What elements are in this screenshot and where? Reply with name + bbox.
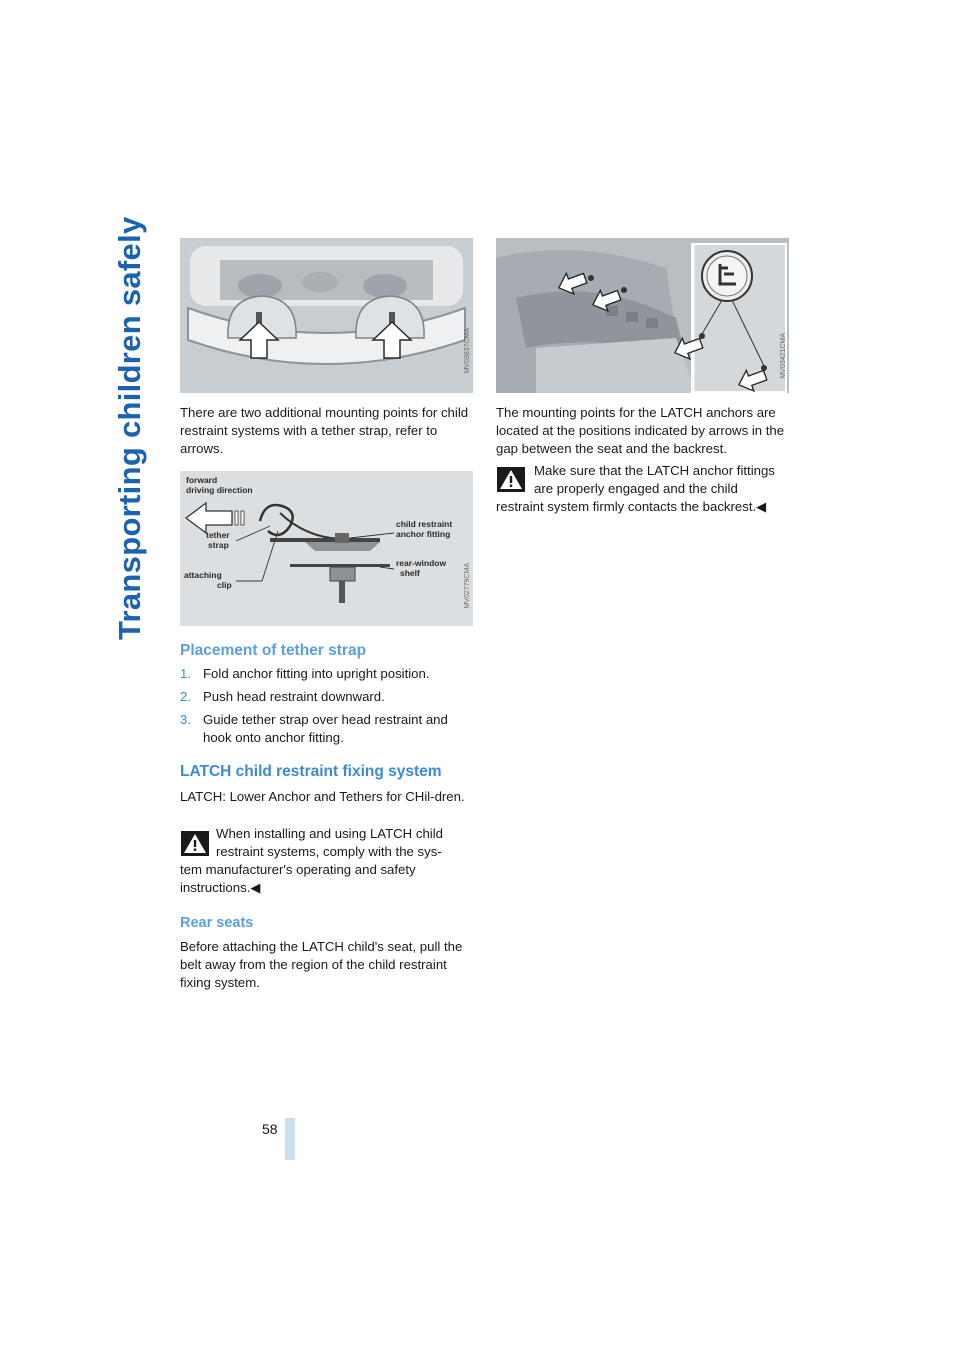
- latch-engage-warning: Make sure that the LATCH anchor fittings are properly engaged and the child restraint system firmly contacts the backrest.◀: [496, 463, 775, 514]
- rear-shelf-illustration: [180, 238, 473, 393]
- sidebar-chapter-title: Transporting children safely: [112, 216, 147, 640]
- latch-definition: LATCH: Lower Anchor and Tethers for CHil-dren.: [180, 789, 465, 804]
- list-item: 3. Guide tether strap over head restraint and hook onto anchor fitting.: [180, 712, 448, 745]
- rear-seats-text: Before attaching the LATCH child's seat, pull the belt away from the region of the child restraint fixing system.: [180, 939, 463, 990]
- figure-code: MV02779CMA: [464, 563, 471, 609]
- label-rear-window: rear-window: [396, 558, 447, 568]
- figure-rear-shelf-tether-points: [180, 238, 473, 393]
- latch-warning-text: When installing and using LATCH child restraint systems, comply with the sys- tem manufacturer's operating and safety instructions.◀: [180, 826, 443, 895]
- page-number: 58: [262, 1121, 278, 1137]
- label-anchor-fitting: anchor fitting: [396, 529, 451, 539]
- heading-placement-tether-strap: Placement of tether strap: [180, 642, 367, 659]
- label-shelf: shelf: [400, 568, 420, 578]
- forward-direction-arrow: [186, 503, 232, 533]
- label-attaching: attaching: [184, 570, 222, 580]
- figure-code: MV03837CMA: [464, 328, 471, 374]
- heading-rear-seats: Rear seats: [180, 915, 254, 931]
- heading-latch-system: LATCH child restraint fixing system: [180, 763, 442, 780]
- latch-location-text: The mounting points for the LATCH anchors are located at the positions indicated by arrows in the gap between the seat and the backrest.: [496, 405, 785, 456]
- label-forward: forward: [186, 475, 218, 485]
- list-item: 2. Push head restraint downward.: [180, 689, 385, 704]
- tether-steps-list: [180, 665, 475, 752]
- label-driving-direction: driving direction: [186, 485, 253, 495]
- page-marker-bar: [285, 1118, 295, 1160]
- label-child-restraint: child restraint: [396, 519, 453, 529]
- label-strap: strap: [208, 540, 229, 550]
- figure-latch-anchors: [496, 238, 789, 393]
- figure-tether-strap-diagram: [180, 471, 473, 626]
- tether-diagram: [180, 471, 473, 626]
- figure-code: MV03421CMA: [780, 333, 787, 379]
- tether-intro-text: There are two additional mounting points for child restraint systems with a tether strap, refer to arrows.: [180, 405, 469, 456]
- label-tether: tether: [206, 530, 230, 540]
- list-item: 1. Fold anchor fitting into upright position.: [180, 666, 430, 681]
- label-clip: clip: [217, 580, 232, 590]
- latch-anchors-illustration: [496, 238, 789, 393]
